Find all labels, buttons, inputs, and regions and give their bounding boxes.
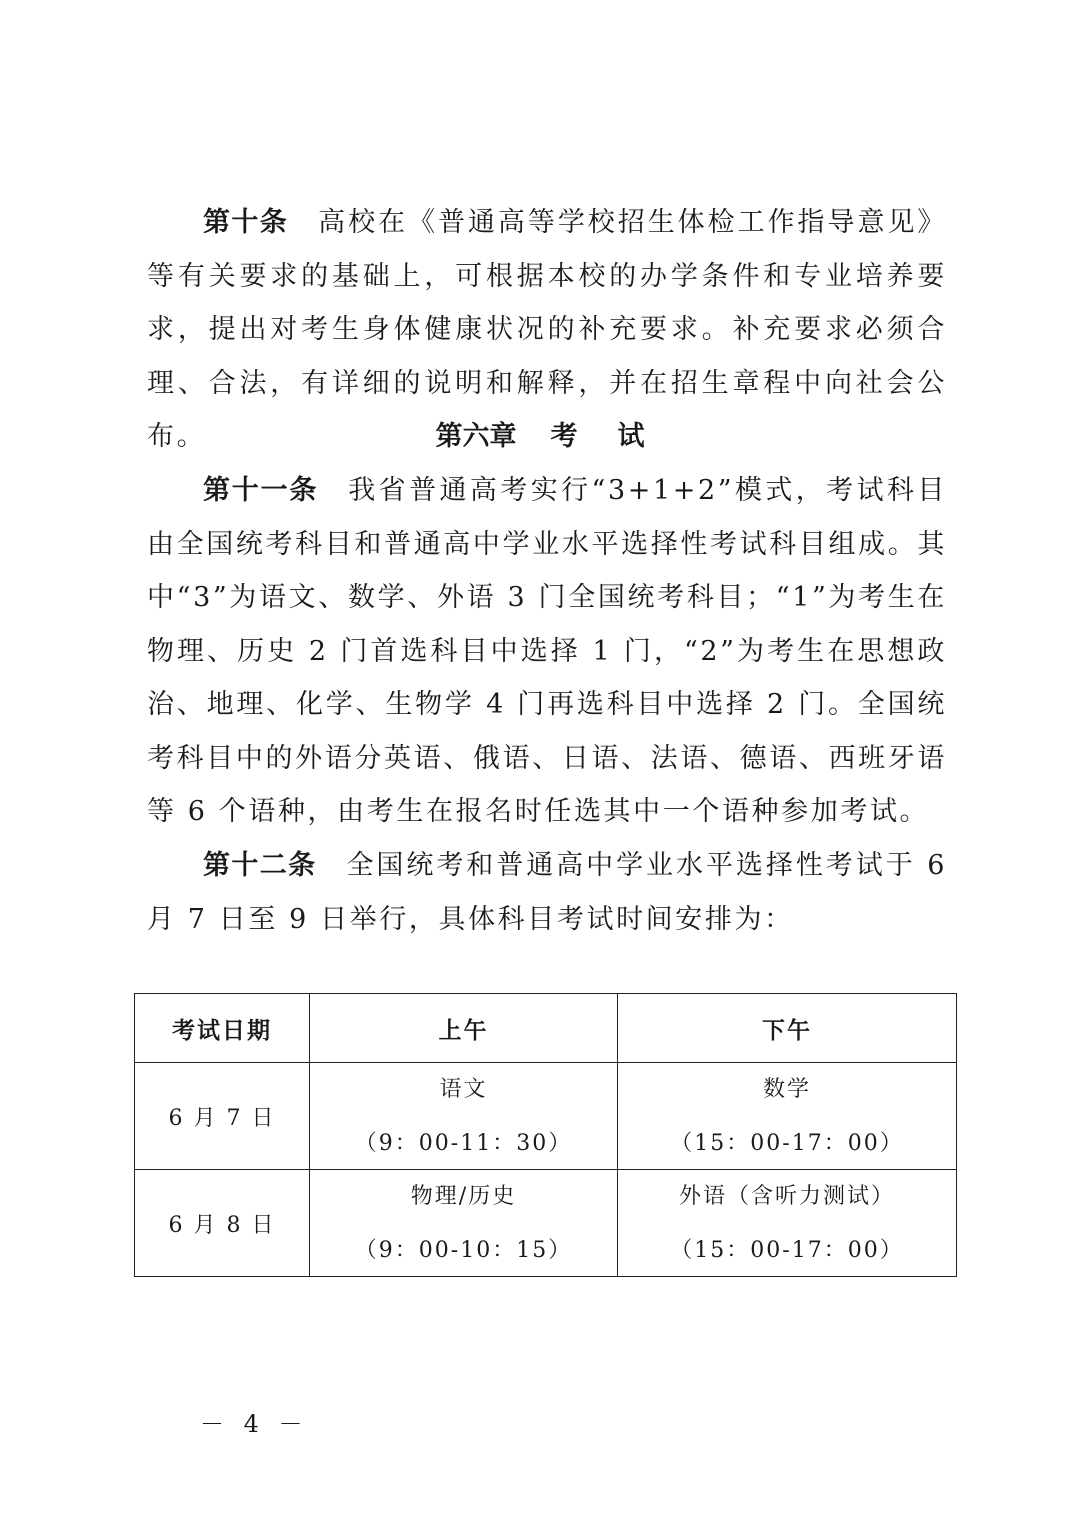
morning-time: （9：00-10：15） (354, 1237, 573, 1263)
article-11-text: 我省普通高考实行“3+1+2”模式，考试科目由全国统考科目和普通高中学业水平选择性考试科目组成。其中“3”为语文、数学、外语 3 门全国统考科目；“1”为考生在物理、历史 2 门首选科目中选择 1 门，“2”为考生在思想政治、地理、化学、生物学 4 门再选科目中选择 2 门。全国统考科目中的外语分英语、俄语、日语、法语、德语、西班牙语等 6 个语种，由考生在报名时任选其中一个语种参加考试。 (147, 475, 947, 827)
morning-cell (310, 1063, 618, 1170)
afternoon-time: （15：00-17：00） (670, 1130, 904, 1156)
article-12 (147, 839, 947, 946)
afternoon-time: （15：00-17：00） (670, 1237, 904, 1263)
morning-time: （9：00-11：30） (354, 1130, 573, 1156)
header-afternoon: 下午 (618, 994, 957, 1063)
article-11-heading: 第十一条 (203, 475, 319, 506)
chapter-title-b: 试 (617, 421, 645, 452)
header-morning: 上午 (310, 994, 618, 1063)
table-header-row (135, 994, 957, 1063)
article-10-heading: 第十条 (203, 207, 289, 238)
page-number: － 4 － (200, 1410, 309, 1438)
article-10-text: 高校在《普通高等学校招生体检工作指导意见》等有关要求的基础上，可根据本校的办学条件和专业培养要求，提出对考生身体健康状况的补充要求。补充要求必须合理、合法，有详细的说明和解释，并在招生章程中向社会公布。 (147, 207, 948, 452)
chapter-title-a: 考 (550, 421, 578, 452)
afternoon-subject: 外语（含听力测试） (678, 1183, 895, 1209)
chapter-label: 第六章 (435, 421, 517, 452)
table-row (135, 1063, 957, 1170)
table-row (135, 1170, 957, 1277)
morning-subject: 语文 (439, 1076, 488, 1102)
row-date: 6 月 7 日 (135, 1063, 310, 1170)
chapter-heading (0, 410, 1080, 463)
article-12-heading: 第十二条 (203, 850, 317, 881)
exam-schedule-table (134, 993, 957, 1277)
afternoon-cell (618, 1063, 957, 1170)
row-date: 6 月 8 日 (135, 1170, 310, 1277)
header-date: 考试日期 (135, 994, 310, 1063)
morning-subject: 物理/历史 (410, 1183, 517, 1209)
afternoon-subject: 数学 (762, 1076, 811, 1102)
article-12-text: 全国统考和普通高中学业水平选择性考试于 6 月 7 日至 9 日举行，具体科目考试时间安排为： (147, 850, 947, 935)
article-11 (147, 464, 947, 839)
morning-cell (310, 1170, 618, 1277)
afternoon-cell (618, 1170, 957, 1277)
